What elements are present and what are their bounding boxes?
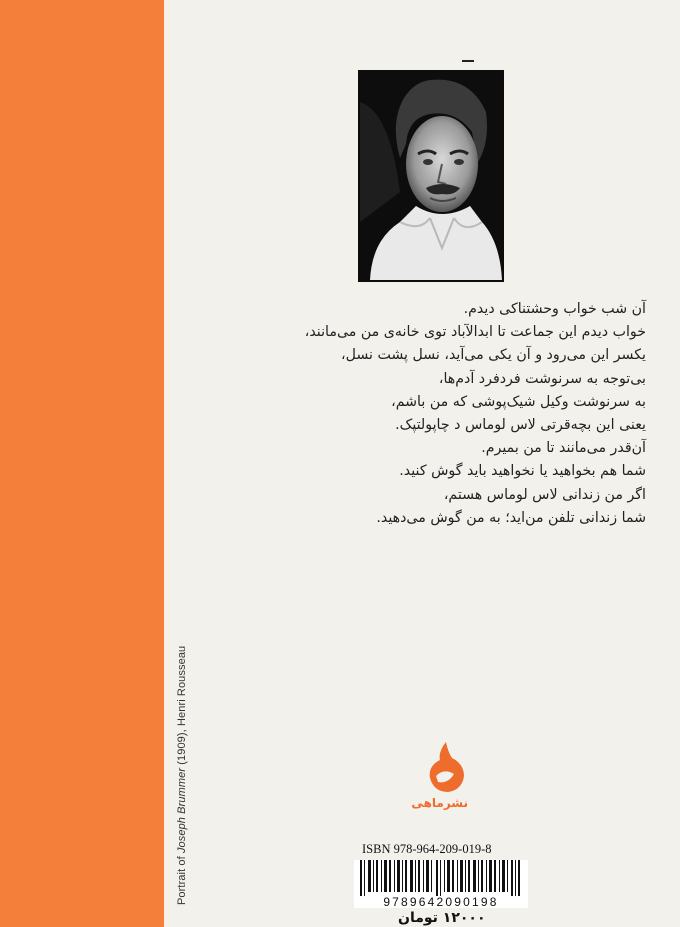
poem-line: اگر من زندانی لاس لوماس هستم، [443, 486, 646, 503]
barcode [354, 860, 528, 908]
cover-art-credit: Portrait of Joseph Brummer (1909), Henri Rousseau [176, 645, 188, 905]
poem-line: خواب دیدم این جماعت تا ابدالآباد توی خانه‌ی من می‌مانند، [304, 324, 646, 341]
barcode-icon [354, 860, 528, 896]
orange-spine [0, 0, 167, 927]
poem-line: یکسر این می‌رود و آن یکی می‌آید، نسل پشت نسل، [341, 347, 646, 364]
price-label: ۱۲۰۰۰ تومان [398, 910, 486, 926]
author-photo [358, 70, 504, 282]
poem-line: شما زندانی تلفن من‌اید؛ به من گوش می‌دهید. [376, 509, 646, 526]
poem-text [226, 298, 646, 530]
poem-line: آن‌قدر می‌مانند تا من بمیرم. [481, 440, 646, 457]
poem-line: یعنی این بچه‌قرتی لاس لوماس د چاپولتپک. [395, 417, 646, 434]
isbn-number: ISBN 978-964-209-019-8 [362, 842, 492, 856]
poem-line: بی‌توجه به سرنوشت فردفرد آدم‌ها، [438, 370, 646, 387]
crop-mark [462, 60, 474, 62]
poem-line: شما هم بخواهید یا نخواهید باید گوش کنید. [399, 463, 646, 480]
author-portrait-icon [360, 72, 502, 280]
fish-logo-icon [424, 740, 468, 794]
poem-line: آن شب خواب وحشتناکی دیدم. [463, 301, 646, 317]
poem-line: به سرنوشت وکیل شیک‌پوشی که من باشم، [391, 393, 646, 410]
publisher-logo [411, 740, 468, 814]
publisher-name: نشرماهی [411, 796, 468, 810]
barcode-digits: 9789642090198 [354, 896, 528, 908]
